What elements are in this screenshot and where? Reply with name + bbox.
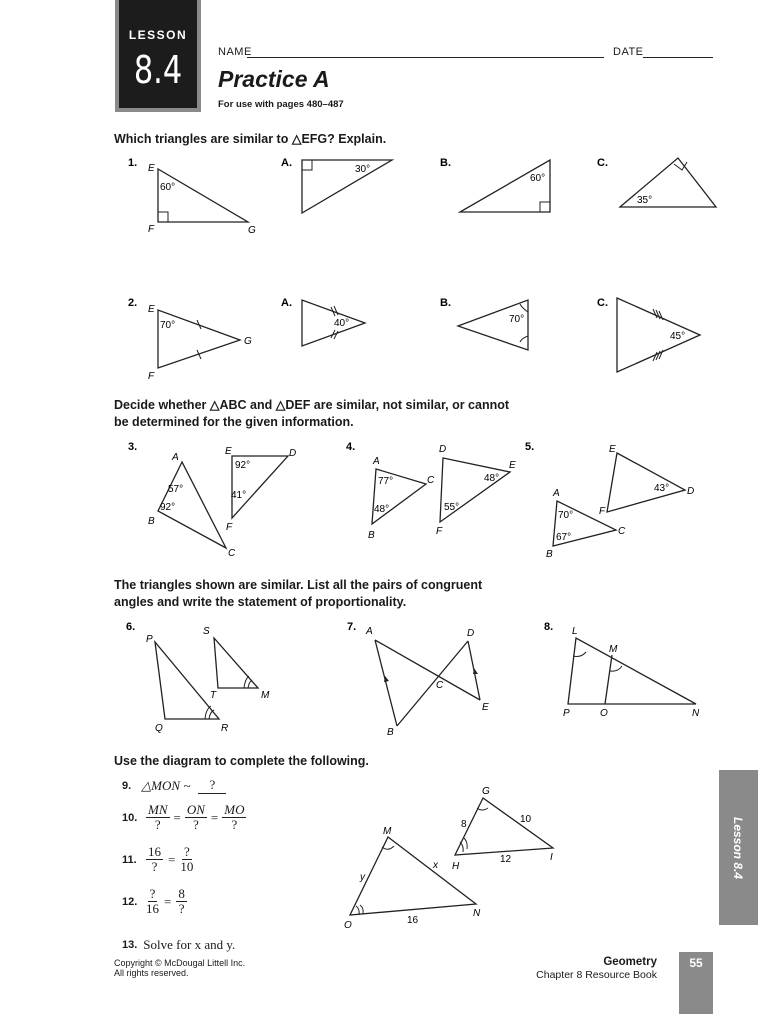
section3-instruction-line1: The triangles shown are similar. List all the pairs of congruent	[114, 578, 483, 592]
vertex-l: L	[572, 626, 578, 637]
option-2b-label: B.	[440, 297, 451, 309]
vertex-e: E	[509, 460, 516, 471]
triangle-stm-6	[203, 626, 270, 701]
fraction-mo: $\frac{MO}{?}$	[224, 802, 245, 832]
fraction-right: $\frac{?}{10}$	[180, 844, 194, 874]
fraction-left: $\frac{16}{?}$	[148, 844, 161, 874]
equals-sign: =	[168, 851, 176, 867]
problem-11-number: 11.	[122, 853, 137, 866]
vertex-m: M	[383, 826, 392, 837]
angle-a-label: 57°	[168, 484, 184, 495]
vertex-p: P	[563, 708, 570, 719]
date-field-line	[643, 57, 713, 58]
vertex-a: A	[373, 456, 380, 467]
copyright-line2: All rights reserved.	[114, 968, 189, 978]
vertex-n: N	[473, 908, 481, 919]
problem-7-number: 7.	[347, 621, 357, 633]
section2-figures	[110, 436, 710, 566]
vertex-a: A	[366, 626, 373, 637]
triangle-ghi	[452, 786, 553, 872]
angle-a-label: 77°	[378, 476, 394, 487]
side-tab-label: Lesson 8.4	[731, 816, 746, 879]
problem-10-number: 10.	[122, 811, 138, 824]
problem-9-number: 9.	[122, 779, 132, 792]
vertex-d: D	[439, 444, 447, 455]
section3-figures	[110, 616, 710, 742]
crossed-triangles-7	[365, 626, 489, 738]
problem-10	[122, 803, 246, 832]
problem-2-number: 2.	[128, 297, 138, 309]
date-label: DATE	[613, 46, 644, 58]
angle-b-label: 67°	[556, 532, 572, 543]
section4-instruction: Use the diagram to complete the following.	[114, 754, 369, 768]
similar-triangles-diagram	[330, 780, 570, 935]
vertex-g: G	[248, 225, 256, 236]
triangle-2a	[302, 300, 365, 346]
triangle-abc-3	[148, 452, 236, 559]
angle-a-label: 70°	[558, 510, 574, 521]
fraction-mn: $\frac{MN}{?}$	[148, 802, 168, 832]
vertex-f: F	[226, 522, 233, 533]
triangle-efg-1	[148, 163, 256, 236]
page-subtitle: For use with pages 480–487	[218, 99, 344, 110]
triangle-def-3	[225, 446, 296, 533]
vertex-f: F	[436, 526, 443, 537]
angle-e-label: 92°	[235, 460, 251, 471]
equals-sign: =	[173, 809, 181, 825]
name-field-line	[247, 57, 604, 58]
vertex-g: G	[482, 786, 490, 797]
vertex-f: F	[599, 506, 606, 517]
fraction-right: $\frac{8}{?}$	[178, 886, 185, 916]
nested-triangles-8	[563, 626, 700, 719]
vertex-c: C	[427, 475, 435, 486]
vertex-f: F	[148, 224, 155, 235]
triangle-pqr-6	[146, 634, 228, 734]
page-title: Practice A	[218, 66, 330, 92]
fraction-on: $\frac{ON}{?}$	[186, 802, 205, 832]
section1-instruction: Which triangles are similar to △EFG? Explain.	[114, 132, 387, 146]
triangle-def-5	[599, 444, 694, 517]
lesson-number: 8.4	[133, 48, 183, 92]
name-label: NAME	[218, 46, 252, 58]
problem-9	[122, 777, 226, 794]
angle-d-label: 43°	[654, 483, 670, 494]
vertex-d: D	[289, 448, 297, 459]
triangle-2c	[617, 298, 700, 372]
angle-1a-label: 30°	[355, 164, 371, 175]
vertex-m: M	[609, 644, 618, 655]
section3-instruction-line2: angles and write the statement of proportionality.	[114, 595, 407, 609]
fraction-left: $\frac{?}{16}$	[146, 886, 159, 916]
problem-12	[122, 887, 187, 916]
angle-2b-label: 70°	[509, 314, 525, 325]
option-1b-label: B.	[440, 157, 451, 169]
triangle-abc-5	[546, 488, 626, 560]
vertex-b: B	[546, 549, 553, 560]
page-number: 55	[689, 956, 703, 970]
lesson-word: LESSON	[128, 28, 188, 42]
footer-book: Chapter 8 Resource Book	[536, 969, 657, 981]
equals-sign: =	[210, 809, 219, 825]
triangle-1c	[620, 158, 716, 207]
angle-e-label: 60°	[160, 182, 176, 193]
section2-instruction-line2: be determined for the given information.	[114, 415, 354, 429]
side-hi-length: 12	[500, 854, 512, 865]
problem-4-number: 4.	[346, 441, 356, 453]
problem-1-number: 1.	[128, 157, 138, 169]
problem-3-number: 3.	[128, 441, 138, 453]
option-2a-label: A.	[281, 297, 292, 309]
equals-sign: =	[164, 893, 172, 909]
vertex-s: S	[203, 626, 210, 637]
vertex-e: E	[225, 446, 232, 457]
vertex-f: F	[148, 371, 155, 382]
vertex-c: C	[228, 548, 236, 559]
option-1c-label: C.	[597, 157, 608, 169]
option-1a-label: A.	[281, 157, 292, 169]
problem-9-blank: ?	[198, 777, 226, 794]
vertex-a: A	[553, 488, 560, 499]
triangle-2b	[458, 300, 528, 350]
angle-2c-label: 45°	[670, 331, 686, 342]
side-on-length: 16	[407, 915, 419, 926]
side-gi-length: 10	[520, 814, 532, 825]
vertex-m: M	[261, 690, 270, 701]
vertex-i: I	[550, 852, 553, 863]
vertex-n: N	[692, 708, 700, 719]
problem-12-number: 12.	[122, 895, 138, 908]
vertex-b: B	[148, 516, 155, 527]
vertex-p: P	[146, 634, 153, 645]
side-gh-length: 8	[461, 819, 467, 830]
angle-e-label: 70°	[160, 320, 176, 331]
problem-9-text: △MON ~	[141, 777, 191, 793]
vertex-g: G	[244, 336, 252, 347]
vertex-e: E	[482, 702, 489, 713]
side-mo-label: y	[360, 872, 365, 883]
problem-13-number: 13.	[122, 939, 138, 951]
vertex-o: O	[344, 920, 352, 931]
vertex-c: C	[618, 526, 626, 537]
vertex-d: D	[687, 486, 695, 497]
vertex-a: A	[172, 452, 179, 463]
problem-8-number: 8.	[544, 621, 554, 633]
angle-2a-label: 40°	[334, 318, 350, 329]
problem-11	[122, 845, 193, 874]
angle-f-label: 41°	[231, 490, 247, 501]
copyright	[114, 958, 245, 978]
angle-f-label: 55°	[444, 502, 460, 513]
vertex-o: O	[600, 708, 608, 719]
angle-1c-label: 35°	[637, 195, 653, 206]
triangle-def-4	[436, 444, 516, 537]
angle-b-label: 48°	[374, 504, 390, 515]
problem-6-number: 6.	[126, 621, 136, 633]
side-mn-label: x	[433, 860, 438, 871]
vertex-h: H	[452, 861, 460, 872]
vertex-t: T	[210, 690, 217, 701]
problem-13-text: Solve for x and y.	[143, 937, 236, 952]
triangle-1b	[460, 160, 550, 212]
option-2c-label: C.	[597, 297, 608, 309]
vertex-e: E	[148, 304, 155, 315]
vertex-c: C	[436, 680, 444, 691]
angle-1b-label: 60°	[530, 173, 546, 184]
copyright-line1: Copyright © McDougal Littell Inc.	[114, 958, 246, 968]
triangle-efg-2	[148, 304, 252, 382]
vertex-b: B	[368, 530, 375, 541]
vertex-d: D	[467, 628, 475, 639]
triangle-abc-4	[368, 456, 435, 541]
problem-13	[122, 937, 235, 953]
angle-e-label: 48°	[484, 473, 500, 484]
vertex-q: Q	[155, 723, 163, 734]
vertex-r: R	[221, 723, 229, 734]
footer-course: Geometry	[603, 956, 657, 968]
section2-instruction-line1: Decide whether △ABC and △DEF are similar, not similar, or cannot	[114, 398, 510, 412]
angle-b-label: 92°	[160, 502, 176, 513]
vertex-e: E	[609, 444, 616, 455]
section1-figures	[110, 150, 730, 390]
vertex-b: B	[387, 727, 394, 738]
problem-5-number: 5.	[525, 441, 535, 453]
vertex-e: E	[148, 163, 155, 174]
triangle-1a	[302, 160, 392, 213]
